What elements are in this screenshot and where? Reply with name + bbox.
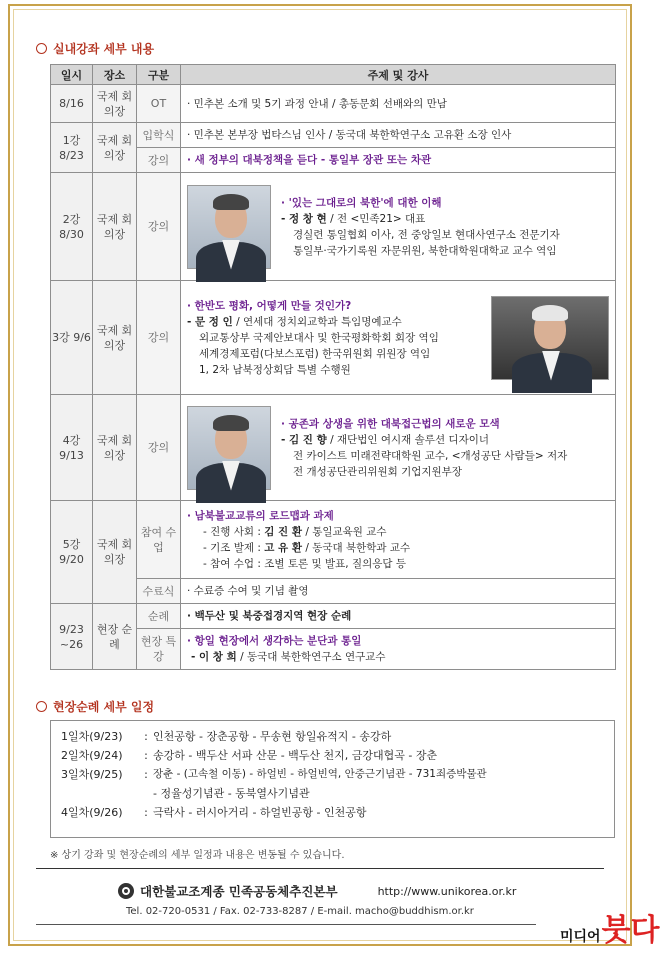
speaker-detail: 외교통상부 국제안보대사 및 한국평화학회 회장 역임 (199, 331, 439, 344)
speaker-name: - 정 창 현 (281, 212, 327, 225)
speaker-detail: 전 카이스트 미래전략대학원 교수, <개성공단 사람들> 저자 (293, 449, 568, 462)
role-label: - 진행 사회 : (203, 525, 265, 538)
row-place: 국제 회의장 (93, 281, 137, 395)
footer-bottom-divider (36, 924, 536, 925)
dharma-wheel-logo-icon (118, 883, 134, 899)
speaker-photo (187, 185, 271, 269)
row-kind: 강의 (137, 281, 181, 395)
row-content (181, 85, 616, 123)
route-day: 1일차(9/23) (61, 730, 123, 743)
speaker-detail: 세계경제포럼(다보스포럼) 한국위원회 위원장 역임 (199, 347, 431, 360)
section-title-text: 현장순례 세부 일정 (53, 700, 155, 714)
row-date: 2강 8/30 (51, 173, 93, 281)
speaker-photo (491, 296, 609, 380)
speaker-title: / 재단법인 여시재 솔루션 디자이너 (326, 433, 489, 446)
header-date: 일시 (51, 65, 93, 85)
org-name: 대한불교조계종 민족공동체추진본부 (140, 884, 338, 899)
route-day: 4일차(9/26) (61, 806, 123, 819)
row-content (181, 604, 616, 629)
section-title-route (36, 698, 154, 715)
table-row (51, 604, 616, 629)
watermark-text-b: 붓다 (601, 913, 660, 948)
row-date: 1강 8/23 (51, 123, 93, 173)
route-separator: : (144, 806, 148, 819)
route-path: 인천공항 - 장춘공항 - 무송현 항일유적지 - 송강하 (153, 730, 392, 743)
row-kind: 강의 (137, 173, 181, 281)
watermark-text-a: 미디어 (560, 929, 601, 945)
row-kind: 수료식 (137, 579, 181, 604)
row-line: · 백두산 및 북중접경지역 현장 순례 (187, 610, 352, 622)
session-detail: - 참여 수업 : 조별 토론 및 발표, 질의응답 등 (203, 557, 406, 570)
speaker-detail: 통일부·국가기록원 자문위원, 북한대학원대학교 교수 역임 (293, 244, 557, 257)
speaker-name: 고 유 환 (264, 541, 302, 554)
speaker-name: - 김 진 향 (281, 433, 327, 446)
row-content (181, 123, 616, 148)
lecture-table (50, 64, 616, 670)
row-kind: 현장 특강 (137, 629, 181, 670)
media-watermark (560, 913, 660, 948)
row-place: 국제 회의장 (93, 395, 137, 501)
route-schedule-box (50, 720, 615, 838)
row-content (181, 395, 616, 501)
speaker-name: 김 진 환 (264, 525, 302, 538)
row-content (181, 148, 616, 173)
org-url[interactable]: http://www.unikorea.or.kr (377, 884, 517, 898)
row-content (181, 501, 616, 579)
speaker-detail: 전 개성공단관리위원회 기업지원부장 (293, 465, 462, 478)
route-path: 송강하 - 백두산 서파 산문 - 백두산 천지, 금강대협곡 - 장춘 (153, 749, 438, 762)
route-day-row (61, 765, 606, 784)
section-title-lectures (36, 40, 154, 57)
section-title-text: 실내강좌 세부 내용 (53, 42, 155, 56)
row-date: 9/23 ~26 (51, 604, 93, 670)
row-place: 국제 회의장 (93, 123, 137, 173)
row-date: 3강 9/6 (51, 281, 93, 395)
route-separator: : (144, 730, 148, 743)
row-kind: 참여 수업 (137, 501, 181, 579)
row-place: 국제 회의장 (93, 173, 137, 281)
footer-contact: Tel. 02-720-0531 / Fax. 02-733-8287 / E-mail. macho@buddhism.or.kr (126, 906, 474, 917)
speaker-title: / 전 <민족21> 대표 (326, 212, 426, 225)
route-path: 극락사 - 러시아거리 - 하얼빈공항 - 인천공항 (153, 806, 367, 819)
row-content (181, 173, 616, 281)
speaker-name: - 문 정 인 (187, 315, 233, 328)
row-kind: 강의 (137, 148, 181, 173)
table-row (51, 395, 616, 501)
speaker-detail: 1, 2차 남북정상회담 특별 수행원 (199, 363, 351, 376)
circle-bullet-icon (36, 701, 47, 712)
footer-org (118, 882, 516, 900)
table-row (51, 281, 616, 395)
row-kind: 입학식 (137, 123, 181, 148)
speaker-photo (187, 406, 271, 490)
notice-text: ※ 상기 강좌 및 현장순례의 세부 일정과 내용은 변동될 수 있습니다. (50, 850, 345, 861)
row-line: · 새 정부의 대북정책을 듣다 - 통일부 장관 또는 차관 (187, 154, 432, 166)
header-place: 장소 (93, 65, 137, 85)
table-row (51, 173, 616, 281)
route-path-continued: - 정율성기념관 - 동북열사기념관 (153, 787, 310, 800)
row-kind: 순례 (137, 604, 181, 629)
route-separator: : (144, 768, 148, 781)
row-date: 4강 9/13 (51, 395, 93, 501)
row-line: · 민추본 소개 및 5기 과정 안내 / 총동문회 선배와의 만남 (187, 97, 447, 110)
route-day-row (61, 746, 606, 765)
lecture-topic: · 한반도 평화, 어떻게 만들 것인가? (187, 299, 352, 312)
table-header-row (51, 65, 616, 85)
row-kind: 강의 (137, 395, 181, 501)
row-kind: OT (137, 85, 181, 123)
row-content (181, 629, 616, 670)
row-line: · 민추본 본부장 법타스님 인사 / 동국대 북한학연구소 고유환 소장 인사 (187, 129, 512, 141)
lecture-topic: · 공존과 상생을 위한 대북접근법의 새로운 모색 (281, 417, 500, 430)
header-topic: 주제 및 강사 (181, 65, 616, 85)
row-line: · 수료증 수여 및 기념 촬영 (187, 585, 309, 597)
row-date: 5강 9/20 (51, 501, 93, 604)
row-place: 현장 순례 (93, 604, 137, 670)
route-day-row (61, 727, 606, 746)
speaker-title: / 동국대 북한학연구소 연구교수 (236, 651, 386, 663)
row-content (181, 281, 616, 395)
route-day: 3일차(9/25) (61, 768, 123, 781)
circle-bullet-icon (36, 43, 47, 54)
row-place: 국제 회의장 (93, 85, 137, 123)
lecture-topic: · 항일 현장에서 생각하는 분단과 통일 (187, 635, 362, 647)
row-place: 국제 회의장 (93, 501, 137, 604)
table-row (51, 85, 616, 123)
speaker-name: - 이 창 희 (191, 651, 237, 663)
table-row (51, 123, 616, 148)
route-separator: : (144, 749, 148, 762)
route-day-row (61, 803, 606, 822)
role-label: - 기조 발제 : (203, 541, 265, 554)
header-kind: 구분 (137, 65, 181, 85)
table-row (51, 501, 616, 579)
row-date: 8/16 (51, 85, 93, 123)
route-path: 장춘 - (고속철 이동) - 하얼빈 - 하얼빈역, 안중근기념관 - 731죄증박물관 (153, 768, 487, 780)
lecture-topic: · 남북불교교류의 로드맵과 과제 (187, 509, 334, 522)
footer-divider (36, 868, 604, 869)
speaker-title: / 연세대 정치외교학과 특임명예교수 (232, 315, 402, 328)
route-day: 2일차(9/24) (61, 749, 123, 762)
speaker-title: / 동국대 북한학과 교수 (302, 541, 411, 554)
lecture-topic: · '있는 그대로의 북한'에 대한 이해 (281, 196, 442, 209)
speaker-detail: 경실련 통일협회 이사, 전 중앙일보 현대사연구소 전문기자 (293, 228, 560, 241)
row-content (181, 579, 616, 604)
speaker-title: / 통일교육원 교수 (302, 525, 387, 538)
